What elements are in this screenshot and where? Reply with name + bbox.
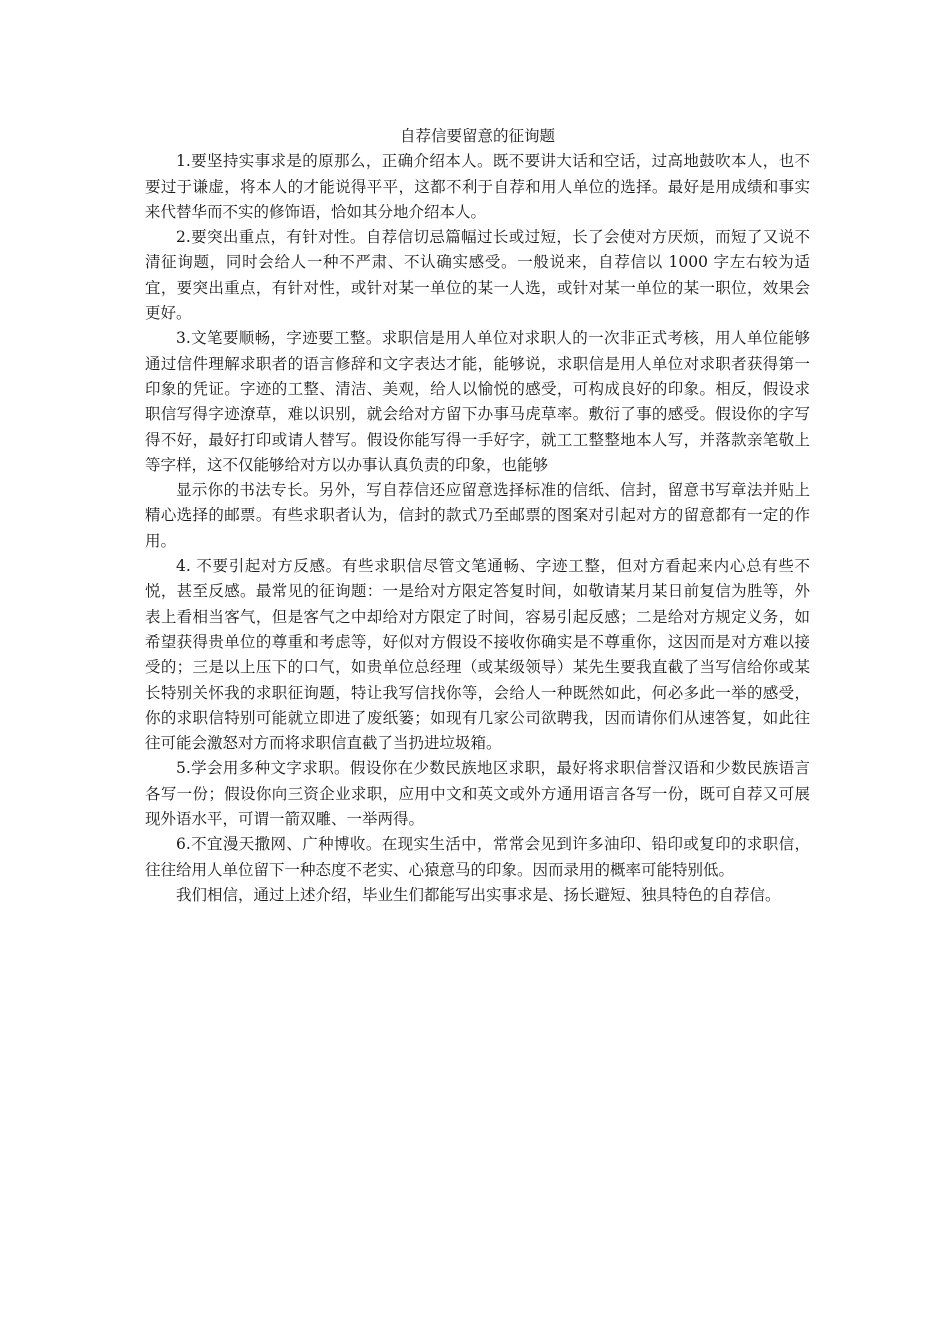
document-body [145,124,810,908]
paragraph-1: 1.要坚持实事求是的原那么，正确介绍本人。既不要讲大话和空话，过高地鼓吹本人，也不要过于谦虚，将本人的才能说得平平，这都不利于自荐和用人单位的选择。最好是用成绩和事实来代替华而不实的修饰语，恰如其分地介绍本人。 [145,152,810,221]
paragraph-3: 3.文笔要顺畅，字迹要工整。求职信是用人单位对求职人的一次非正式考核，用人单位能够通过信件理解求职者的语言修辞和文字表达才能，能够说，求职信是用人单位对求职者获得第一印象的凭证。字迹的工整、清洁、美观，给人以愉悦的感受，可构成良好的印象。相反，假设求职信写得字迹潦草，难以识别，就会给对方留下办事马虎草率。敷衍了事的感受。假设你的字写得不好，最好打印或请人替写。假设你能写得一手好字，就工工整整地本人写，并落款亲笔敬上等字样，这不仅能够给对方以办事认真负责的印象，也能够 [145,329,810,474]
paragraph-3-continued: 显示你的书法专长。另外，写自荐信还应留意选择标准的信纸、信封，留意书写章法并贴上精心选择的邮票。有些求职者认为，信封的款式乃至邮票的图案对引起对方的留意都有一定的作用。 [145,481,810,550]
paragraph-conclusion: 我们相信，通过上述介绍，毕业生们都能写出实事求是、扬长避短、独具特色的自荐信。 [176,885,781,904]
paragraph-6: 6.不宜漫天撒网、广种博收。在现实生活中，常常会见到许多油印、铅印或复印的求职信，往往给用人单位留下一种态度不老实、心猿意马的印象。因而录用的概率可能特别低。 [145,835,810,879]
paragraph-2: 2.要突出重点，有针对性。自荐信切忌篇幅过长或过短，长了会使对方厌烦，而短了又说不清征询题，同时会给人一种不严肃、不认确实感受。一般说来，自荐信以 1000 字左右较为适宜，要突出重点，有针对性，或针对某一单位的某一人选，或针对某一单位的某一职位，效果会更好。 [145,228,810,323]
paragraph-4: 4. 不要引起对方反感。有些求职信尽管文笔通畅、字迹工整，但对方看起来内心总有些不悦，甚至反感。最常见的征询题：一是给对方限定答复时间，如敬请某月某日前复信为胜等，外表上看相当客气，但是客气之中却给对方限定了时间，容易引起反感；二是给对方规定义务，如希望获得贵单位的尊重和考虑等，好似对方假设不接收你确实是不尊重你，这因而是对方难以接受的；三是以上压下的口气，如贵单位总经理（或某级领导）某先生要我直截了当写信给你或某长特别关怀我的求职征询题，特让我写信找你等，会给人一种既然如此，何必多此一举的感受，你的求职信特别可能就立即进了废纸篓；如现有几家公司欲聘我，因而请你们从速答复，如此往往可能会激怒对方而将求职信直截了当扔进垃圾箱。 [145,557,810,753]
paragraph-5: 5.学会用多种文字求职。假设你在少数民族地区求职，最好将求职信誉汉语和少数民族语言各写一份；假设你向三资企业求职，应用中文和英文或外方通用语言各写一份，既可自荐又可展现外语水平，可谓一箭双雕、一举两得。 [145,759,810,829]
document-title: 自荐信要留意的征询题 [399,127,555,145]
